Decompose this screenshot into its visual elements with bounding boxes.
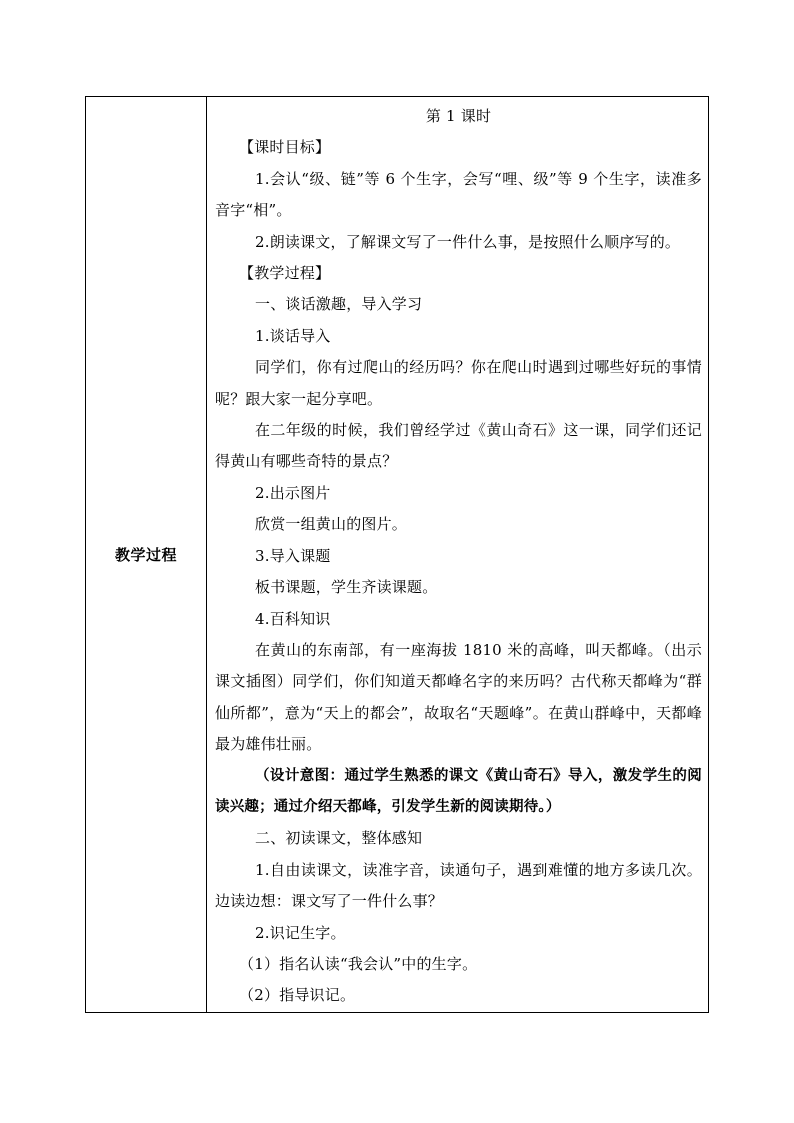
- content-lines: [215, 101, 702, 1012]
- content-line: 1.会认“级、链”等 6 个生字，会写“哩、级”等 9 个生字，读准多音字“相”。: [215, 169, 702, 220]
- content-line: 在黄山的东南部，有一座海拔 1810 米的高峰，叫天都峰。（出示课文插图）同学们，你们知道天都峰名字的来历吗？古代称天都峰为“群仙所都”，意为“天上的都会”，故取名“天题峰”。在黄山群峰中，天都峰最为雄伟壮丽。: [215, 640, 702, 754]
- content-line: 3.导入课题: [255, 546, 331, 565]
- content-line: 一、谈话激趣，导入学习: [255, 295, 423, 314]
- content-line: 在二年级的时候，我们曾经学过《黄山奇石》这一课，同学们还记得黄山有哪些奇特的景点？: [215, 421, 702, 471]
- content-line: 同学们，你有过爬山的经历吗？你在爬山时遇到过哪些好玩的事情呢？跟大家一起分享吧。: [215, 358, 702, 408]
- content-line: （2）指导识记。: [239, 986, 356, 1005]
- content-line: （1）指名认读“我会认”中的生字。: [239, 954, 478, 973]
- lesson-plan-table: [85, 96, 709, 1013]
- content-line: 2.朗读课文，了解课文写了一件什么事，是按照什么顺序写的。: [255, 232, 681, 251]
- content-line: （设计意图：通过学生熟悉的课文《黄山奇石》导入，激发学生的阅读兴趣；通过介绍天都峰，引发学生新的阅读期待。）: [215, 767, 702, 815]
- content-line: 第 1 课时: [425, 107, 492, 125]
- content-line: 2.识记生字。: [255, 923, 346, 942]
- content-line: 【课时目标】: [239, 138, 331, 157]
- content-cell: [207, 97, 709, 1013]
- content-line: 1.自由读课文，读准字音，读通句子，遇到难懂的地方多读几次。边读边想：课文写了一件什么事？: [215, 860, 702, 911]
- content-line: 板书课题，学生齐读课题。: [255, 578, 438, 597]
- content-line: 欣赏一组黄山的图片。: [255, 515, 408, 534]
- table-row: [86, 97, 709, 1013]
- content-line: 二、初读课文，整体感知: [255, 829, 423, 848]
- content-line: 【教学过程】: [239, 264, 331, 283]
- content-line: 4.百科知识: [255, 609, 331, 628]
- content-line: 1.谈话导入: [255, 326, 331, 345]
- row-label-cell: [86, 97, 207, 1013]
- content-line: 2.出示图片: [255, 483, 331, 502]
- row-label: 教学过程: [114, 545, 177, 564]
